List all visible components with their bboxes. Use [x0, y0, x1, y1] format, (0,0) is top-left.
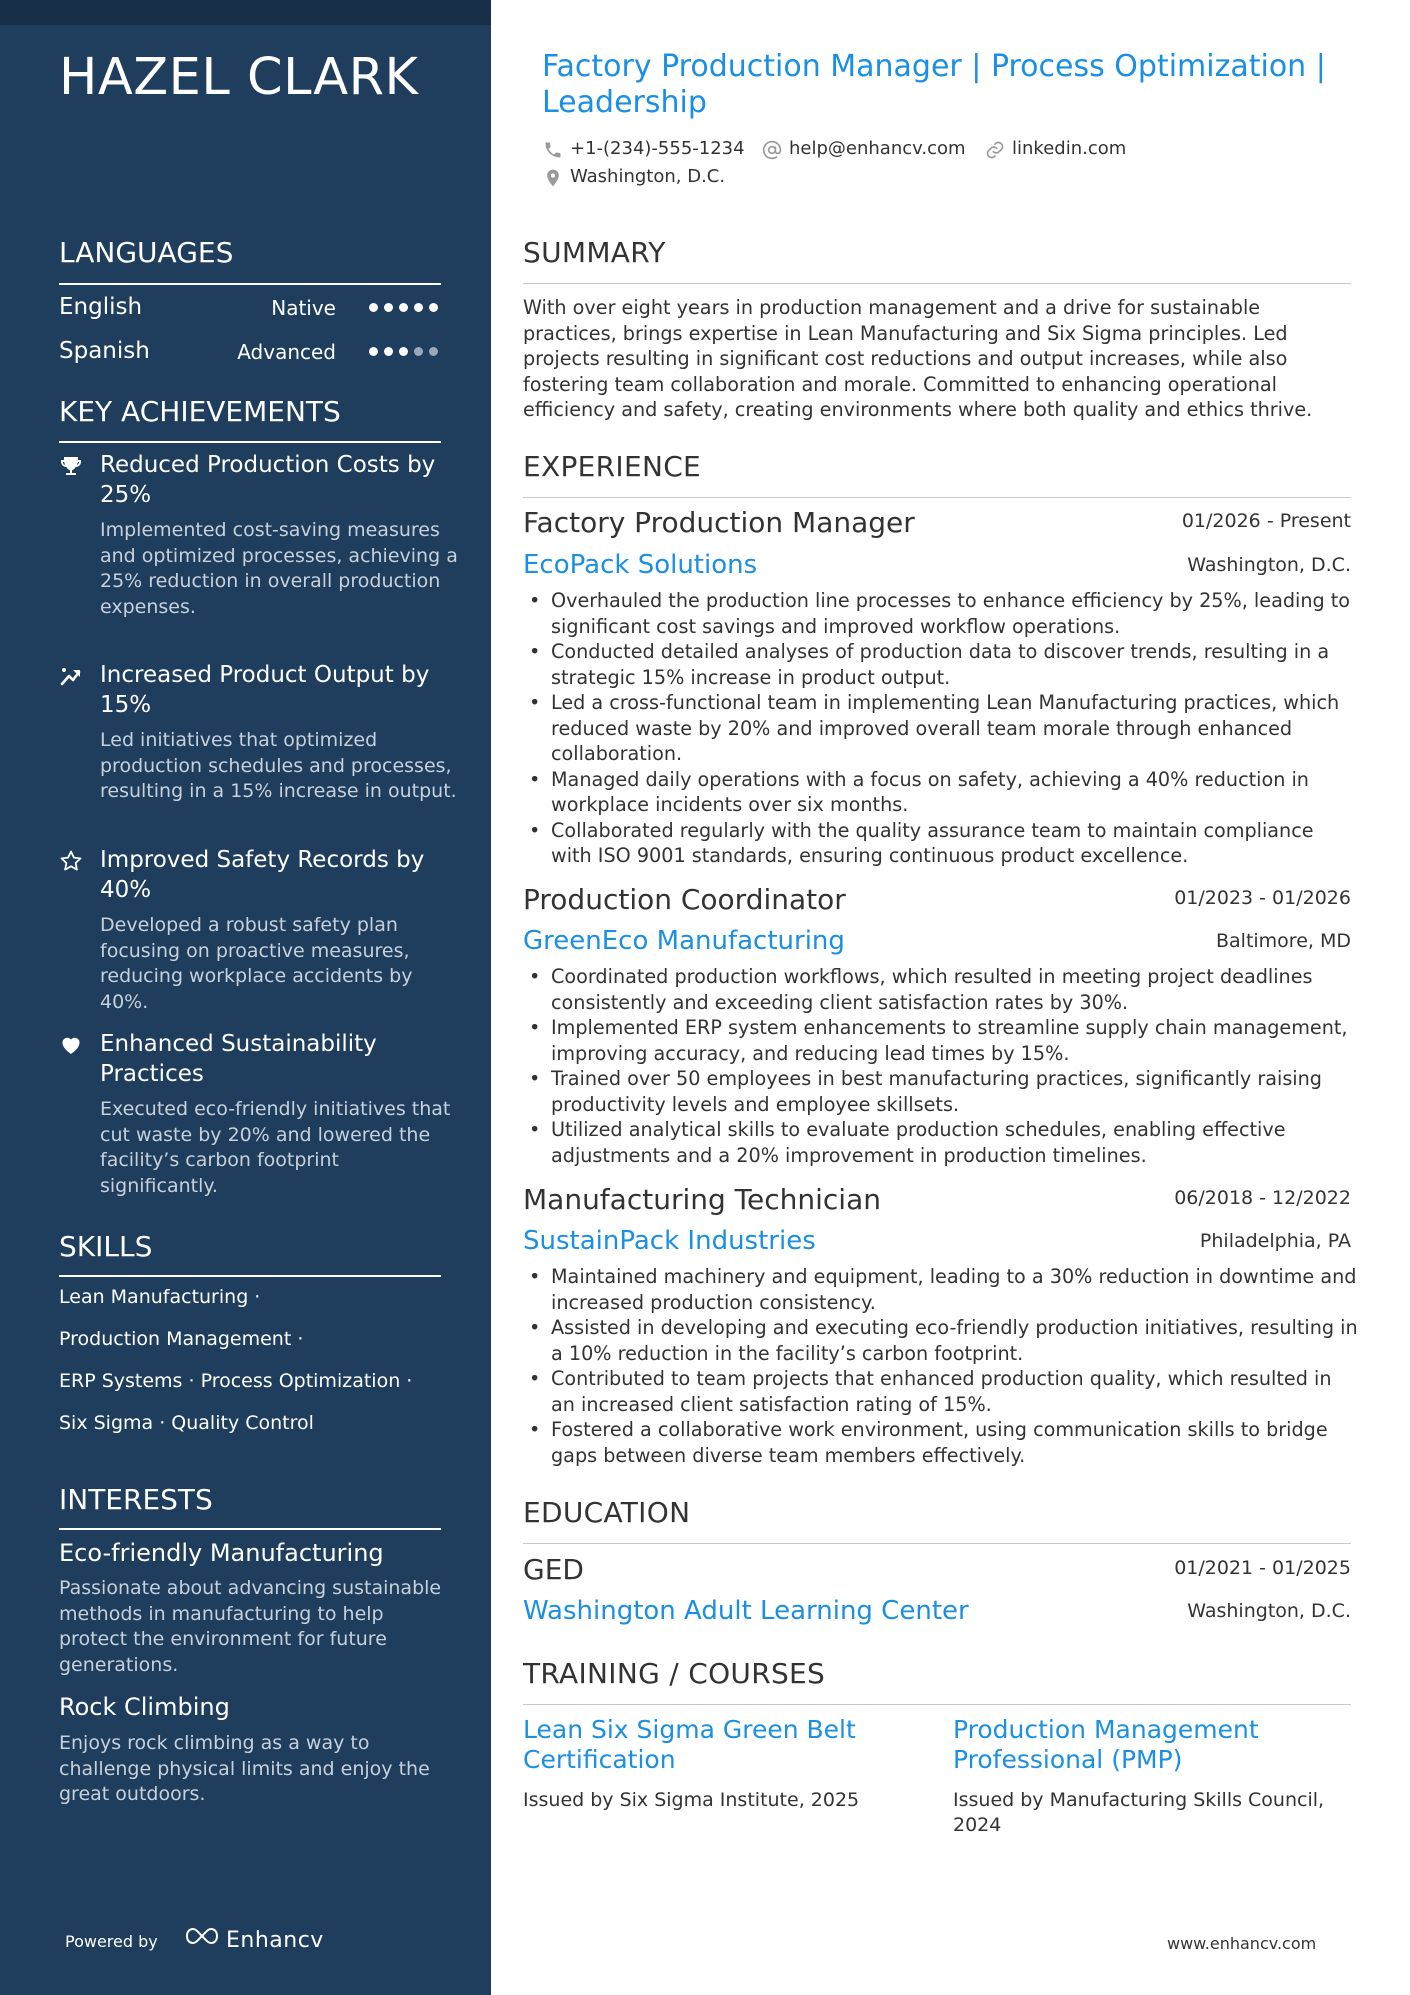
resume-headline: Factory Production Manager | Process Optimization | Leadership [542, 49, 1326, 120]
location-text: Washington, D.C. [570, 166, 726, 187]
trend-arrow-icon [59, 664, 83, 688]
proficiency-dot [414, 303, 423, 312]
company-name[interactable]: GreenEco Manufacturing [523, 926, 845, 956]
language-name: English [59, 294, 143, 320]
star-icon [59, 849, 83, 873]
school-location: Washington, D.C. [1187, 1600, 1351, 1622]
proficiency-dot [369, 347, 378, 356]
trophy-icon [59, 454, 83, 478]
company-name[interactable]: EcoPack Solutions [523, 550, 758, 580]
job-dates: 01/2026 - Present [1181, 510, 1351, 532]
achievement-title: Reduced Production Costs by 25% [100, 452, 436, 508]
list-item: • Conducted detailed analyses of production data to discover trends, resulting in a strategic 15% increase in product output. [523, 639, 1358, 690]
proficiency-dot [429, 303, 438, 312]
interest-description: Passionate about advancing sustainable methods in manufacturing to help protect the environment for future generations. [59, 1577, 442, 1676]
enhancv-logo-icon [184, 1925, 220, 1947]
achievement-title: Increased Product Output by 15% [100, 662, 430, 718]
list-item: • Coordinated production workflows, which resulted in meeting project deadlines consistently and exceeding client satisfaction rates by 30%. [523, 964, 1358, 1015]
company-name[interactable]: SustainPack Industries [523, 1226, 816, 1256]
proficiency-dot [384, 347, 393, 356]
job-title: Manufacturing Technician [523, 1183, 881, 1216]
heart-icon [59, 1033, 83, 1057]
achievements-heading: KEY ACHIEVEMENTS [59, 395, 341, 428]
achievement-title: Improved Safety Records by 40% [100, 847, 425, 903]
achievements-divider [59, 441, 441, 443]
skill-row: Production Management · [59, 1328, 304, 1350]
job-bullets [523, 964, 1358, 1168]
list-item: • Maintained machinery and equipment, leading to a 30% reduction in downtime and increased production consistency. [523, 1264, 1358, 1315]
achievement-description: Implemented cost-saving measures and optimized processes, achieving a 25% reduction in overall production expenses. [100, 519, 458, 618]
proficiency-dot [369, 303, 378, 312]
achievement-description: Developed a robust safety plan focusing on proactive measures, reducing workplace accidents by 40%. [100, 914, 413, 1013]
language-name: Spanish [59, 338, 150, 364]
job-location: Philadelphia, PA [1199, 1230, 1351, 1252]
interest-title: Eco-friendly Manufacturing [59, 1539, 384, 1567]
phone-text: +1-(234)-555-1234 [570, 138, 745, 159]
school-name[interactable]: Washington Adult Learning Center [523, 1596, 969, 1626]
language-level: Advanced [237, 340, 336, 364]
achievement-title: Enhanced Sustainability Practices [100, 1031, 377, 1087]
summary-heading: SUMMARY [523, 236, 666, 269]
list-item: • Fostered a collaborative work environment, using communication skills to bridge gaps between diverse team members effectively. [523, 1417, 1358, 1468]
proficiency-dot [399, 347, 408, 356]
list-item: • Trained over 50 employees in best manufacturing practices, significantly raising productivity levels and employee skillsets. [523, 1066, 1358, 1117]
summary-divider [523, 283, 1351, 284]
list-item: • Implemented ERP system enhancements to streamline supply chain management, improving accuracy, and reducing lead times by 15%. [523, 1015, 1358, 1066]
job-title: Factory Production Manager [523, 506, 915, 539]
list-item: • Managed daily operations with a focus on safety, achieving a 40% reduction in workplace incidents over six months. [523, 767, 1358, 818]
language-level: Native [271, 296, 336, 320]
language-row [59, 338, 441, 368]
list-item: • Collaborated regularly with the quality assurance team to maintain compliance with ISO 9001 standards, ensuring continuous product excellence. [523, 818, 1358, 869]
achievement-description: Led initiatives that optimized production schedules and processes, resulting in a 15% increase in output. [100, 729, 457, 802]
sidebar-top-strip [0, 0, 491, 25]
languages-heading: LANGUAGES [59, 236, 234, 269]
language-row [59, 294, 441, 324]
location-pin-icon [543, 168, 563, 188]
footer-url[interactable]: www.enhancv.com [1167, 1934, 1317, 1953]
list-item: • Utilized analytical skills to evaluate production schedules, enabling effective adjustments and a 20% improvement in production timelines. [523, 1117, 1358, 1168]
list-item: • Assisted in developing and executing eco-friendly production initiatives, resulting in a 10% reduction in the facility’s carbon footprint. [523, 1315, 1358, 1366]
enhancv-brand-name[interactable]: Enhancv [226, 1928, 324, 1953]
proficiency-dot-empty [429, 347, 438, 356]
job-dates: 06/2018 - 12/2022 [1174, 1187, 1351, 1209]
skill-row: ERP Systems · Process Optimization · [59, 1370, 413, 1392]
job-dates: 01/2023 - 01/2026 [1174, 887, 1351, 909]
skill-row: Six Sigma · Quality Control [59, 1412, 314, 1434]
course-title[interactable]: Lean Six Sigma Green Belt Certification [523, 1715, 856, 1774]
at-sign-icon [762, 140, 782, 160]
language-proficiency-dots [369, 347, 441, 358]
course-issuer: Issued by Six Sigma Institute, 2025 [523, 1789, 860, 1811]
proficiency-dot-empty [414, 347, 423, 356]
job-bullets [523, 588, 1358, 869]
candidate-name: HAZEL CLARK [59, 48, 419, 107]
list-item: • Overhauled the production line processes to enhance efficiency by 25%, leading to significant cost savings and improved workflow operations. [523, 588, 1358, 639]
training-divider [523, 1704, 1351, 1705]
proficiency-dot [399, 303, 408, 312]
interests-divider [59, 1528, 441, 1530]
powered-by-label: Powered by [65, 1932, 158, 1951]
skills-heading: SKILLS [59, 1230, 153, 1263]
job-title: Production Coordinator [523, 883, 846, 916]
phone-icon [543, 140, 563, 160]
proficiency-dot [384, 303, 393, 312]
course-issuer: Issued by Manufacturing Skills Council, 2024 [953, 1789, 1325, 1836]
interest-title: Rock Climbing [59, 1693, 230, 1721]
interest-description: Enjoys rock climbing as a way to challenge physical limits and enjoy the great outdoors. [59, 1732, 430, 1805]
skill-row: Lean Manufacturing · [59, 1286, 261, 1308]
experience-heading: EXPERIENCE [523, 450, 702, 483]
summary-text: With over eight years in production management and a drive for sustainable practices, brings expertise in Lean Manufacturing and Six Sigma principles. Led projects resulting in significant cost reductions and output increases, while also fostering team collaboration and morale. Committed to enhancing operational efficiency and safety, creating environments where both quality and ethics thrive. [523, 296, 1313, 421]
achievement-description: Executed eco-friendly initiatives that cut waste by 20% and lowered the facility’s carbon footprint significantly. [100, 1098, 451, 1197]
sidebar [0, 0, 491, 1995]
education-dates: 01/2021 - 01/2025 [1174, 1557, 1351, 1579]
course-title[interactable]: Production Management Professional (PMP) [953, 1715, 1259, 1774]
job-location: Washington, D.C. [1187, 554, 1351, 576]
skills-divider [59, 1275, 441, 1277]
experience-divider [523, 497, 1351, 498]
interests-heading: INTERESTS [59, 1483, 213, 1516]
link-icon [985, 140, 1005, 160]
email-text: help@enhancv.com [789, 138, 966, 159]
degree-title: GED [523, 1553, 584, 1586]
job-bullets [523, 1264, 1358, 1468]
language-proficiency-dots [369, 303, 441, 314]
education-divider [523, 1543, 1351, 1544]
linkedin-text: linkedin.com [1012, 138, 1127, 159]
training-heading: TRAINING / COURSES [523, 1657, 826, 1690]
languages-divider [59, 283, 441, 285]
list-item: • Contributed to team projects that enhanced production quality, which resulted in an increased client satisfaction rating of 15%. [523, 1366, 1358, 1417]
education-heading: EDUCATION [523, 1496, 691, 1529]
list-item: • Led a cross-functional team in implementing Lean Manufacturing practices, which reduced waste by 20% and improved overall team morale through enhanced collaboration. [523, 690, 1358, 767]
job-location: Baltimore, MD [1215, 930, 1351, 952]
